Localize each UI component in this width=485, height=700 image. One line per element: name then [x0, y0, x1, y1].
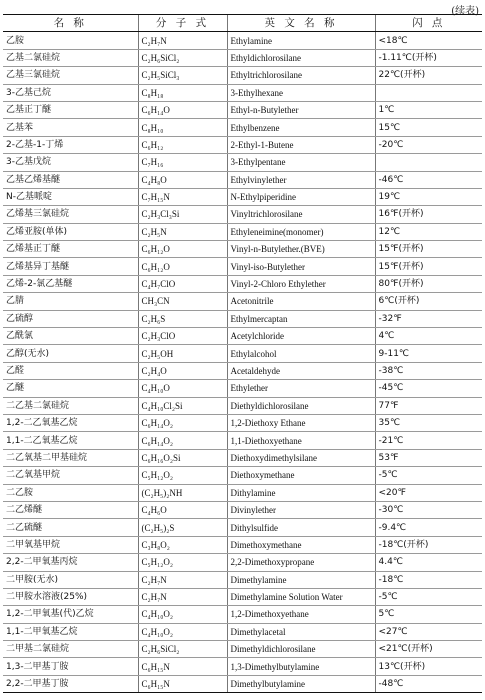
flash-point-cell: -18℃	[375, 571, 482, 588]
table-row	[3, 536, 482, 553]
chemical-name-cell: 乙烯-2-氯乙基醚	[3, 275, 138, 292]
table-row	[3, 345, 482, 362]
english-name-cell: Dimethyldichlorosilane	[227, 641, 375, 658]
header-english-name: 英 文 名 称	[227, 15, 375, 32]
flash-point-cell: -1.11℃(开杯)	[375, 49, 482, 66]
flash-point-cell: -30℃	[375, 501, 482, 518]
flash-point-cell: 22℃(开杯)	[375, 67, 482, 84]
flash-point-cell: <20℉	[375, 484, 482, 501]
table-row	[3, 449, 482, 466]
table-row	[3, 241, 482, 258]
flash-point-cell: 9-11℃	[375, 345, 482, 362]
formula-cell: C₂H₇N	[138, 588, 227, 605]
table-row	[3, 223, 482, 240]
formula-cell: C₂H₆S	[138, 310, 227, 327]
english-name-cell: Dimethylbutylamine	[227, 675, 375, 692]
chemical-name-cell: 二乙硫醚	[3, 519, 138, 536]
header-flash-point: 闪 点	[375, 15, 482, 32]
formula-cell: C₆H₁₄O₂	[138, 414, 227, 431]
header-name: 名 称	[3, 15, 138, 32]
flash-point-cell: 77℉	[375, 397, 482, 414]
english-name-cell: Ethyl-n-Butylether	[227, 101, 375, 118]
english-name-cell: Dimethylamine	[227, 571, 375, 588]
chemical-name-cell: 1,2-二甲氧基(代)乙烷	[3, 606, 138, 623]
english-name-cell: 3-Ethylpentane	[227, 154, 375, 171]
english-name-cell: Ethyldichlorosilane	[227, 49, 375, 66]
table-row	[3, 606, 482, 623]
english-name-cell: 1,2-Dimethoxyethane	[227, 606, 375, 623]
chemical-name-cell: 1,2-二乙氧基乙烷	[3, 414, 138, 431]
flash-point-cell: -20℃	[375, 136, 482, 153]
chemical-name-cell: 乙醛	[3, 362, 138, 379]
flash-point-cell: -45℃	[375, 380, 482, 397]
formula-cell: C₆H₁₂O	[138, 241, 227, 258]
formula-cell: C₇H₁₆	[138, 154, 227, 171]
english-name-cell: Acetaldehyde	[227, 362, 375, 379]
table-row	[3, 293, 482, 310]
chemical-name-cell: 二甲氧基甲烷	[3, 536, 138, 553]
english-name-cell: Divinylether	[227, 501, 375, 518]
flash-point-cell: -5℃	[375, 588, 482, 605]
formula-cell: C₄H₇ClO	[138, 275, 227, 292]
english-name-cell: Acetylchloride	[227, 328, 375, 345]
english-name-cell: Dimethoxymethane	[227, 536, 375, 553]
formula-cell: (C₂H₅)₂NH	[138, 484, 227, 501]
english-name-cell: Vinyltrichlorosilane	[227, 206, 375, 223]
table-row	[3, 310, 482, 327]
table-row	[3, 467, 482, 484]
english-name-cell: Diethoxydimethylsilane	[227, 449, 375, 466]
chemical-name-cell: 乙胺	[3, 32, 138, 49]
table-row	[3, 275, 482, 292]
flash-point-cell: -5℃	[375, 467, 482, 484]
formula-cell: C₂H₅OH	[138, 345, 227, 362]
formula-cell: C₄H₆O	[138, 501, 227, 518]
english-name-cell: 2,2-Dimethoxypropane	[227, 554, 375, 571]
english-name-cell: Dimethylacetal	[227, 623, 375, 640]
formula-cell: CH₃CN	[138, 293, 227, 310]
formula-cell: C₈H₁₀	[138, 119, 227, 136]
chemical-name-cell: 3-乙基己烷	[3, 84, 138, 101]
table-row	[3, 397, 482, 414]
flash-point-cell: -46℃	[375, 171, 482, 188]
english-name-cell: Ethylbenzene	[227, 119, 375, 136]
english-name-cell: Vinyl-n-Butylether.(BVE)	[227, 241, 375, 258]
table-row	[3, 328, 482, 345]
formula-cell: C₂H₇N	[138, 32, 227, 49]
formula-cell: C₆H₁₄O	[138, 101, 227, 118]
formula-cell: C₇H₁₅N	[138, 188, 227, 205]
chemical-name-cell: 二甲胺水溶液(25%)	[3, 588, 138, 605]
table-row	[3, 519, 482, 536]
chemical-name-cell: 3-乙基戊烷	[3, 154, 138, 171]
flash-point-cell: -9.4℃	[375, 519, 482, 536]
flash-point-table	[3, 14, 482, 693]
table-row	[3, 554, 482, 571]
formula-cell: C₂H₃Cl₃Si	[138, 206, 227, 223]
chemical-name-cell: 乙硫醇	[3, 310, 138, 327]
chemical-name-cell: 乙酰氯	[3, 328, 138, 345]
chemical-name-cell: 乙醚	[3, 380, 138, 397]
flash-point-cell: <21℃(开杯)	[375, 641, 482, 658]
formula-cell: C₂H₅N	[138, 223, 227, 240]
formula-cell: C₂H₆SiCl₂	[138, 641, 227, 658]
flash-point-cell	[375, 84, 482, 101]
chemical-name-cell: 1,1-二乙氧基乙烷	[3, 432, 138, 449]
english-name-cell: Ethylether	[227, 380, 375, 397]
header-formula: 分 子 式	[138, 15, 227, 32]
formula-cell: C₆H₁₂	[138, 136, 227, 153]
table-row	[3, 188, 482, 205]
table-row	[3, 588, 482, 605]
table-row	[3, 154, 482, 171]
english-name-cell: Ethylvinylether	[227, 171, 375, 188]
flash-point-cell	[375, 154, 482, 171]
chemical-name-cell: 二乙氧基甲烷	[3, 467, 138, 484]
flash-point-cell: 16℉(开杯)	[375, 206, 482, 223]
formula-cell: C₆H₁₄O₂	[138, 432, 227, 449]
flash-point-cell: -48℃	[375, 675, 482, 692]
chemical-name-cell: 乙腈	[3, 293, 138, 310]
chemical-name-cell: 1,3-二甲基丁胺	[3, 658, 138, 675]
continued-note: (续表)	[451, 6, 479, 17]
flash-point-cell: 1℃	[375, 101, 482, 118]
formula-cell: C₄H₁₀Cl₂Si	[138, 397, 227, 414]
english-name-cell: Ethylmercaptan	[227, 310, 375, 327]
formula-cell: (C₂H₅)₂S	[138, 519, 227, 536]
flash-point-cell: 13℃(开杯)	[375, 658, 482, 675]
table-row	[3, 414, 482, 431]
flash-point-cell: -18℃(开杯)	[375, 536, 482, 553]
chemical-name-cell: 二甲胺(无水)	[3, 571, 138, 588]
formula-cell: C₃H₈O₂	[138, 536, 227, 553]
english-name-cell: Ethyltrichlorosilane	[227, 67, 375, 84]
chemical-name-cell: 乙基苯	[3, 119, 138, 136]
table-row	[3, 258, 482, 275]
table-row	[3, 571, 482, 588]
chemical-name-cell: 乙醇(无水)	[3, 345, 138, 362]
flash-point-cell: 4℃	[375, 328, 482, 345]
formula-cell: C₄H₁₀O	[138, 380, 227, 397]
english-name-cell: 1,3-Dimethylbutylamine	[227, 658, 375, 675]
english-name-cell: Ethylalcohol	[227, 345, 375, 362]
chemical-name-cell: 乙基正丁醚	[3, 101, 138, 118]
chemical-name-cell: 2,2-二甲基丁胺	[3, 675, 138, 692]
formula-cell: C₂H₃ClO	[138, 328, 227, 345]
flash-point-cell: 35℃	[375, 414, 482, 431]
english-name-cell: 2-Ethyl-1-Butene	[227, 136, 375, 153]
header-row	[3, 15, 482, 32]
formula-cell: C₂H₇N	[138, 571, 227, 588]
table-row	[3, 623, 482, 640]
chemical-name-cell: 乙基乙烯基醚	[3, 171, 138, 188]
flash-point-cell: 6℃(开杯)	[375, 293, 482, 310]
english-name-cell: Vinyl-iso-Butylether	[227, 258, 375, 275]
table-row	[3, 432, 482, 449]
english-name-cell: Diethoxymethane	[227, 467, 375, 484]
table-row	[3, 49, 482, 66]
flash-point-cell: -32℉	[375, 310, 482, 327]
table-row	[3, 84, 482, 101]
english-name-cell: Vinyl-2-Chloro Ethylether	[227, 275, 375, 292]
english-name-cell: 1,2-Diethoxy Ethane	[227, 414, 375, 431]
formula-cell: C₆H₁₂O	[138, 258, 227, 275]
formula-cell: C₂H₄O	[138, 362, 227, 379]
flash-point-cell: 12℃	[375, 223, 482, 240]
english-name-cell: Ethylamine	[227, 32, 375, 49]
english-name-cell: 3-Ethylhexane	[227, 84, 375, 101]
table-row	[3, 171, 482, 188]
formula-cell: C₂H₅SiCl₃	[138, 67, 227, 84]
english-name-cell: N-Ethylpiperidine	[227, 188, 375, 205]
table-row	[3, 32, 482, 49]
english-name-cell: Dithylsulfide	[227, 519, 375, 536]
chemical-name-cell: 二乙烯醚	[3, 501, 138, 518]
chemical-name-cell: 乙烯亚胺(单体)	[3, 223, 138, 240]
flash-point-cell: 5℃	[375, 606, 482, 623]
english-name-cell: Dimethylamine Solution Water	[227, 588, 375, 605]
flash-point-cell: <27℃	[375, 623, 482, 640]
table-row	[3, 658, 482, 675]
chemical-name-cell: 二乙氧基二甲基硅烷	[3, 449, 138, 466]
table-row	[3, 501, 482, 518]
table-body	[3, 32, 482, 693]
table-row	[3, 641, 482, 658]
formula-cell: C₄H₁₀O₂	[138, 606, 227, 623]
formula-cell: C₆H₁₅N	[138, 675, 227, 692]
formula-cell: C₆H₁₅N	[138, 658, 227, 675]
flash-point-cell: 15℉(开杯)	[375, 241, 482, 258]
table-row	[3, 380, 482, 397]
english-name-cell: Dithylamine	[227, 484, 375, 501]
chemical-name-cell: 二乙胺	[3, 484, 138, 501]
table-row	[3, 67, 482, 84]
flash-point-cell: -21℃	[375, 432, 482, 449]
table-row	[3, 206, 482, 223]
formula-cell: C₅H₁₂O₂	[138, 467, 227, 484]
flash-point-cell: 80℉(开杯)	[375, 275, 482, 292]
formula-cell: C₄H₁₀O₂	[138, 623, 227, 640]
flash-point-cell: 15℃	[375, 119, 482, 136]
formula-cell: C₅H₁₂O₂	[138, 554, 227, 571]
flash-point-cell: 15℉(开杯)	[375, 258, 482, 275]
chemical-name-cell: 乙基二氯硅烷	[3, 49, 138, 66]
flash-point-cell: 4.4℃	[375, 554, 482, 571]
flash-point-cell: 53℉	[375, 449, 482, 466]
chemical-name-cell: 乙烯基三氯硅烷	[3, 206, 138, 223]
formula-cell: C₆H₁₆O₂Si	[138, 449, 227, 466]
table-row	[3, 136, 482, 153]
chemical-name-cell: 2-乙基-1-丁烯	[3, 136, 138, 153]
chemical-name-cell: 2,2-二甲氧基丙烷	[3, 554, 138, 571]
english-name-cell: Ethyleneimine(monomer)	[227, 223, 375, 240]
chemical-name-cell: 二甲基二氯硅烷	[3, 641, 138, 658]
english-name-cell: Diethyldichlorosilane	[227, 397, 375, 414]
flash-point-cell: 19℃	[375, 188, 482, 205]
chemical-name-cell: N-乙基哌啶	[3, 188, 138, 205]
table-row	[3, 101, 482, 118]
flash-point-cell: <18℃	[375, 32, 482, 49]
chemical-name-cell: 乙烯基异丁基醚	[3, 258, 138, 275]
chemical-name-cell: 二乙基二氯硅烷	[3, 397, 138, 414]
english-name-cell: Acetonitrile	[227, 293, 375, 310]
table-row	[3, 675, 482, 692]
chemical-name-cell: 乙烯基正丁醚	[3, 241, 138, 258]
chemical-name-cell: 乙基三氯硅烷	[3, 67, 138, 84]
english-name-cell: 1,1-Diethoxyethane	[227, 432, 375, 449]
formula-cell: C₄H₈O	[138, 171, 227, 188]
formula-cell: C₈H₁₈	[138, 84, 227, 101]
chemical-name-cell: 1,1-二甲氧基乙烷	[3, 623, 138, 640]
table-row	[3, 119, 482, 136]
formula-cell: C₂H₆SiCl₂	[138, 49, 227, 66]
flash-point-cell: -38℃	[375, 362, 482, 379]
table-row	[3, 362, 482, 379]
table-row	[3, 484, 482, 501]
